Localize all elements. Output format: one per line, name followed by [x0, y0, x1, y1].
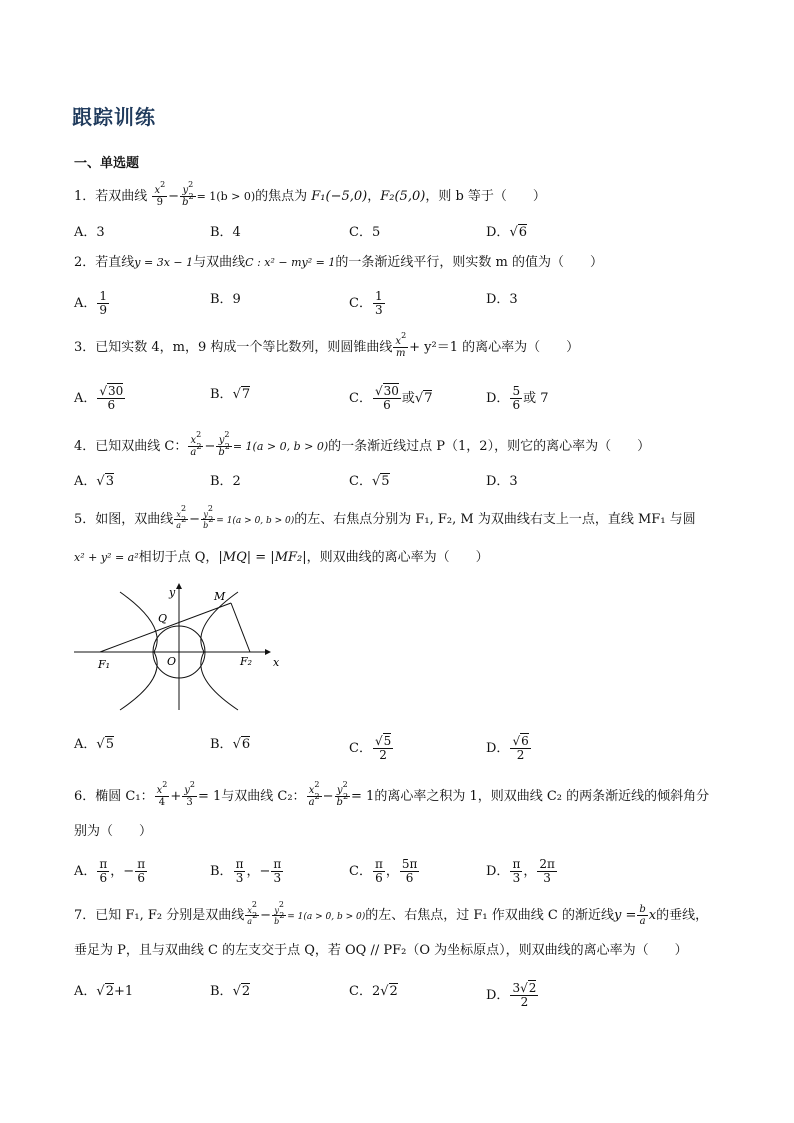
q1-option-d[interactable]: D．√ 6	[486, 223, 527, 243]
q5-option-a[interactable]: A．√ 5	[74, 735, 114, 755]
q7-option-c[interactable]: C．2√ 2	[349, 982, 398, 1002]
question-2: 2．若直线y = 3x − 1与双曲线C : x² − my² = 1的一条渐近线平行，则实数 m 的值为（ ）	[74, 255, 603, 270]
line-mf1	[100, 603, 231, 652]
question-6-line-2: 别为（ ）	[74, 824, 153, 839]
q3-option-a[interactable]: A． √ $\frac{30}{6}$	[74, 385, 126, 412]
section-heading: 一、单选题	[74, 156, 140, 171]
q3-option-c[interactable]: C． √ $\frac{30}{6}$ 或√ 7	[349, 385, 432, 412]
q4-option-b[interactable]: B．2	[210, 474, 241, 489]
q7-option-b[interactable]: B．√ 2	[210, 982, 250, 1002]
q7-option-a[interactable]: A．√ 2+1	[74, 982, 133, 1002]
q5-option-c[interactable]: C． √ $\frac{5}{2}$	[349, 735, 394, 762]
q4-option-d[interactable]: D．3	[486, 474, 518, 489]
left-branch	[120, 592, 157, 710]
label-q: Q	[158, 612, 168, 625]
q6-option-d[interactable]: D． $\frac{\pi}{3}$ ， $\frac{2\pi}{3}$	[486, 857, 555, 885]
label-m: M	[214, 590, 226, 603]
q3-option-d[interactable]: D． $\frac{5}{6}$ 或 7	[486, 384, 549, 412]
label-x: x	[273, 656, 280, 669]
right-branch	[201, 592, 238, 710]
q7-option-d[interactable]: D． $\frac{3√ 2}{2}$	[486, 982, 539, 1009]
q3-option-b[interactable]: B．√ 7	[210, 385, 250, 405]
label-o: O	[167, 655, 177, 668]
question-4: 4．已知双曲线 C： $\frac{x^2}{a^2}$ − $\frac{y^2}{b^2}$ = 1(a > 0, b > 0)的一条渐近线过点 P（1，2），则它的离心率为（ ）	[74, 430, 651, 458]
line-mf2	[231, 603, 250, 652]
question-7: 7．已知 F₁, F₂ 分别是双曲线 $\frac{x^2}{a^2}$ − $\frac{y^2}{b^2}$ = 1(a > 0, b > 0)的左、右焦点，过 F₁ 作双曲线 C 的渐近线y = $\frac{b}{a}$ x的垂线，	[74, 900, 709, 927]
q1-option-a[interactable]: A．3	[74, 225, 105, 240]
q5-option-b[interactable]: B．√ 6	[210, 735, 250, 755]
q2-option-d[interactable]: D．3	[486, 292, 518, 307]
page-title: 跟踪训练	[72, 105, 156, 129]
q4-option-c[interactable]: C．√ 5	[349, 472, 390, 492]
q2-option-a[interactable]: A． $\frac{1}{9}$	[74, 289, 108, 317]
q5-option-d[interactable]: D． √ $\frac{6}{2}$	[486, 735, 532, 762]
question-7-line-2: 垂足为 P，且与双曲线 C 的左支交于点 Q，若 OQ // PF₂（O 为坐标原点），则双曲线的离心率为（ ）	[74, 943, 688, 958]
label-y: y	[169, 586, 176, 599]
q2-option-c[interactable]: C． $\frac{1}{3}$	[349, 289, 383, 317]
question-5: 5．如图，双曲线 $\frac{x^2}{a^2}$ − $\frac{y^2}{b^2}$ = 1(a > 0, b > 0)的左、右焦点分别为 F₁, F₂, M 为双曲线右支上一点，直线 MF₁ 与圆	[74, 504, 696, 530]
q4-option-a[interactable]: A．√ 3	[74, 472, 114, 492]
hyperbola-figure	[70, 578, 290, 713]
question-5-line-2: x² + y² = a²相切于点 Q，|MQ| = |MF₂|，则双曲线的离心率为（ ）	[74, 550, 489, 565]
question-1: 1．若双曲线 $\frac{x^2}{9}$ − $\frac{y^2}{b^2}$ = 1(b > 0)的焦点为 F₁(−5,0)，F₂(5,0)，则 b 等于（ ）	[74, 180, 546, 208]
question-3: 3．已知实数 4，m，9 构成一个等比数列，则圆锥曲线 $\frac{x^2}{m}$ + y²＝1 的离心率为（ ）	[74, 331, 580, 359]
q1-option-b[interactable]: B．4	[210, 225, 241, 240]
q1-option-c[interactable]: C．5	[349, 225, 381, 240]
q2-option-b[interactable]: B．9	[210, 292, 241, 307]
label-f2: F₂	[240, 655, 253, 668]
question-6: 6．椭圆 C₁： $\frac{x^2}{4}$ + $\frac{y^2}{3}$ = 1与双曲线 C₂： $\frac{x^2}{a^2}$ − $\frac{y^2}{b^2}$ = 1的离心率之积为 1，则双曲线 C₂ 的两条渐近线的倾斜角分	[74, 780, 710, 808]
q6-option-a[interactable]: A． $\frac{\pi}{6}$ ，− $\frac{\pi}{6}$	[74, 857, 146, 885]
q6-option-c[interactable]: C． $\frac{\pi}{6}$ ， $\frac{5\pi}{6}$	[349, 857, 418, 885]
label-f1: F₁	[98, 658, 111, 671]
q6-option-b[interactable]: B． $\frac{\pi}{3}$ ，− $\frac{\pi}{3}$	[210, 857, 282, 885]
